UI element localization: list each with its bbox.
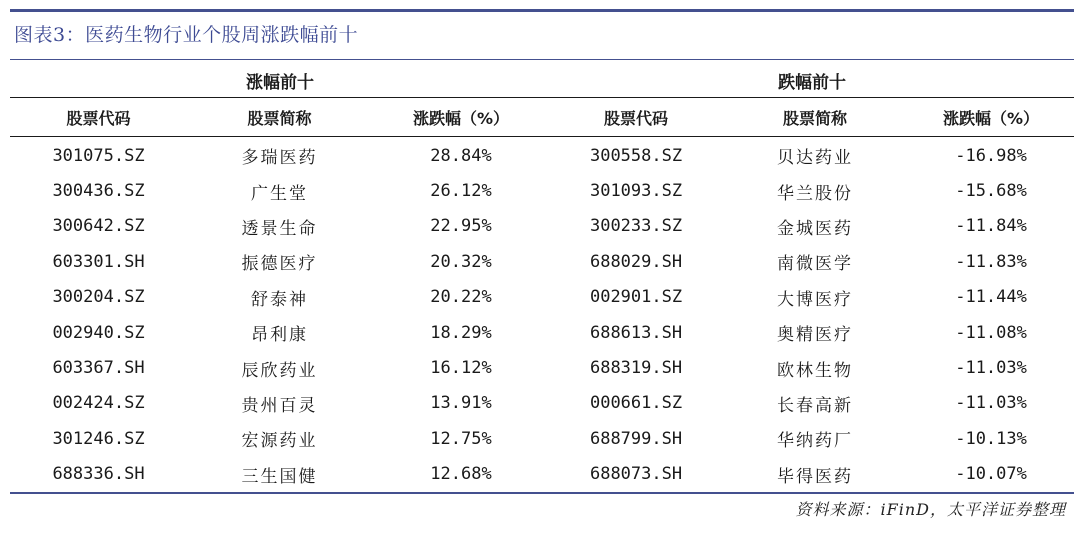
loser-code: 688073.SH	[589, 464, 683, 485]
gainer-code: 300204.SZ	[52, 287, 145, 308]
gainer-code: 301246.SZ	[52, 428, 145, 449]
loser-change: -11.08%	[955, 322, 1027, 343]
loser-change: -10.13%	[955, 428, 1027, 449]
figure-caption: 图表3：医药生物行业个股周涨跌幅前十	[14, 24, 359, 46]
gainer-name: 宏源药业	[241, 431, 318, 452]
gainer-code: 300642.SZ	[52, 216, 145, 237]
table-row	[10, 173, 1074, 208]
col-header-loser-name: 股票简称	[722, 98, 908, 137]
loser-name: 长春高新	[777, 395, 854, 416]
source-note: 资料来源：iFinD，太平洋证券整理	[795, 500, 1066, 519]
gainer-change: 26.12%	[430, 181, 492, 202]
loser-name: 南微医学	[777, 254, 854, 275]
gainer-change: 22.95%	[430, 216, 492, 237]
gainer-name: 三生国健	[241, 466, 318, 487]
loser-code: 000661.SZ	[589, 393, 683, 414]
loser-change: -11.84%	[955, 216, 1027, 237]
gainer-name: 透景生命	[241, 218, 318, 239]
group-header-row	[10, 62, 1074, 98]
gainer-code: 603367.SH	[52, 358, 145, 379]
loser-code: 688799.SH	[589, 428, 683, 449]
loser-code: 301093.SZ	[589, 181, 683, 202]
gainer-code: 603301.SH	[52, 251, 145, 272]
loser-name: 大博医疗	[777, 289, 854, 310]
loser-change: -10.07%	[955, 464, 1027, 485]
caption-rule	[10, 59, 1074, 60]
table-row	[10, 244, 1074, 279]
col-header-gainer-name: 股票简称	[187, 98, 372, 137]
table-row	[10, 421, 1074, 456]
table-row	[10, 280, 1074, 315]
col-header-loser-code: 股票代码	[550, 98, 722, 137]
gainer-code: 002940.SZ	[52, 322, 145, 343]
loser-code: 300558.SZ	[589, 145, 683, 166]
col-header-gainer-code: 股票代码	[10, 98, 187, 137]
gainer-code: 688336.SH	[52, 464, 145, 485]
loser-name: 贝达药业	[777, 148, 854, 169]
gainer-name: 昂利康	[251, 325, 308, 346]
loser-name: 华兰股份	[777, 183, 854, 204]
gainer-change: 18.29%	[430, 322, 492, 343]
loser-code: 688613.SH	[589, 322, 683, 343]
gainer-code: 002424.SZ	[52, 393, 145, 414]
gainer-change: 16.12%	[430, 358, 492, 379]
table-body	[10, 137, 1074, 492]
top-rule	[10, 9, 1074, 12]
loser-change: -11.03%	[955, 358, 1027, 379]
gainer-code: 301075.SZ	[52, 145, 145, 166]
loser-code: 688319.SH	[589, 358, 683, 379]
gainer-change: 12.75%	[430, 428, 492, 449]
col-header-gainer-change: 涨跌幅（%）	[372, 98, 550, 137]
loser-code: 688029.SH	[589, 251, 683, 272]
loser-name: 金城医药	[777, 218, 854, 239]
gainer-name: 舒泰神	[251, 289, 308, 310]
gainer-name: 多瑞医药	[241, 148, 318, 169]
loser-change: -11.44%	[955, 287, 1027, 308]
gainer-change: 20.22%	[430, 287, 492, 308]
gainer-change: 28.84%	[430, 145, 492, 166]
loser-code: 002901.SZ	[589, 287, 683, 308]
loser-change: -11.83%	[955, 251, 1027, 272]
loser-name: 欧林生物	[777, 360, 854, 381]
table-row	[10, 209, 1074, 244]
stock-table	[10, 62, 1074, 492]
table-row	[10, 350, 1074, 385]
loser-change: -15.68%	[955, 181, 1027, 202]
table-row	[10, 315, 1074, 350]
loser-change: -11.03%	[955, 393, 1027, 414]
gainer-change: 12.68%	[430, 464, 492, 485]
gainer-name: 广生堂	[251, 183, 308, 204]
loser-name: 华纳药厂	[777, 431, 854, 452]
bottom-rule	[10, 492, 1074, 494]
gainer-change: 20.32%	[430, 251, 492, 272]
loser-name: 奥精医疗	[777, 325, 854, 346]
gainer-change: 13.91%	[430, 393, 492, 414]
gainers-group-title: 涨幅前十	[10, 62, 550, 98]
loser-code: 300233.SZ	[589, 216, 683, 237]
losers-group-title: 跌幅前十	[550, 62, 1074, 98]
col-header-loser-change: 涨跌幅（%）	[908, 98, 1074, 137]
gainer-name: 贵州百灵	[241, 395, 318, 416]
gainer-name: 振德医疗	[241, 254, 318, 275]
table-row	[10, 386, 1074, 421]
loser-change: -16.98%	[955, 145, 1027, 166]
table-row	[10, 137, 1074, 174]
loser-name: 毕得医药	[777, 466, 854, 487]
gainer-name: 辰欣药业	[241, 360, 318, 381]
column-header-row	[10, 98, 1074, 137]
gainer-code: 300436.SZ	[52, 181, 145, 202]
table-row	[10, 457, 1074, 492]
